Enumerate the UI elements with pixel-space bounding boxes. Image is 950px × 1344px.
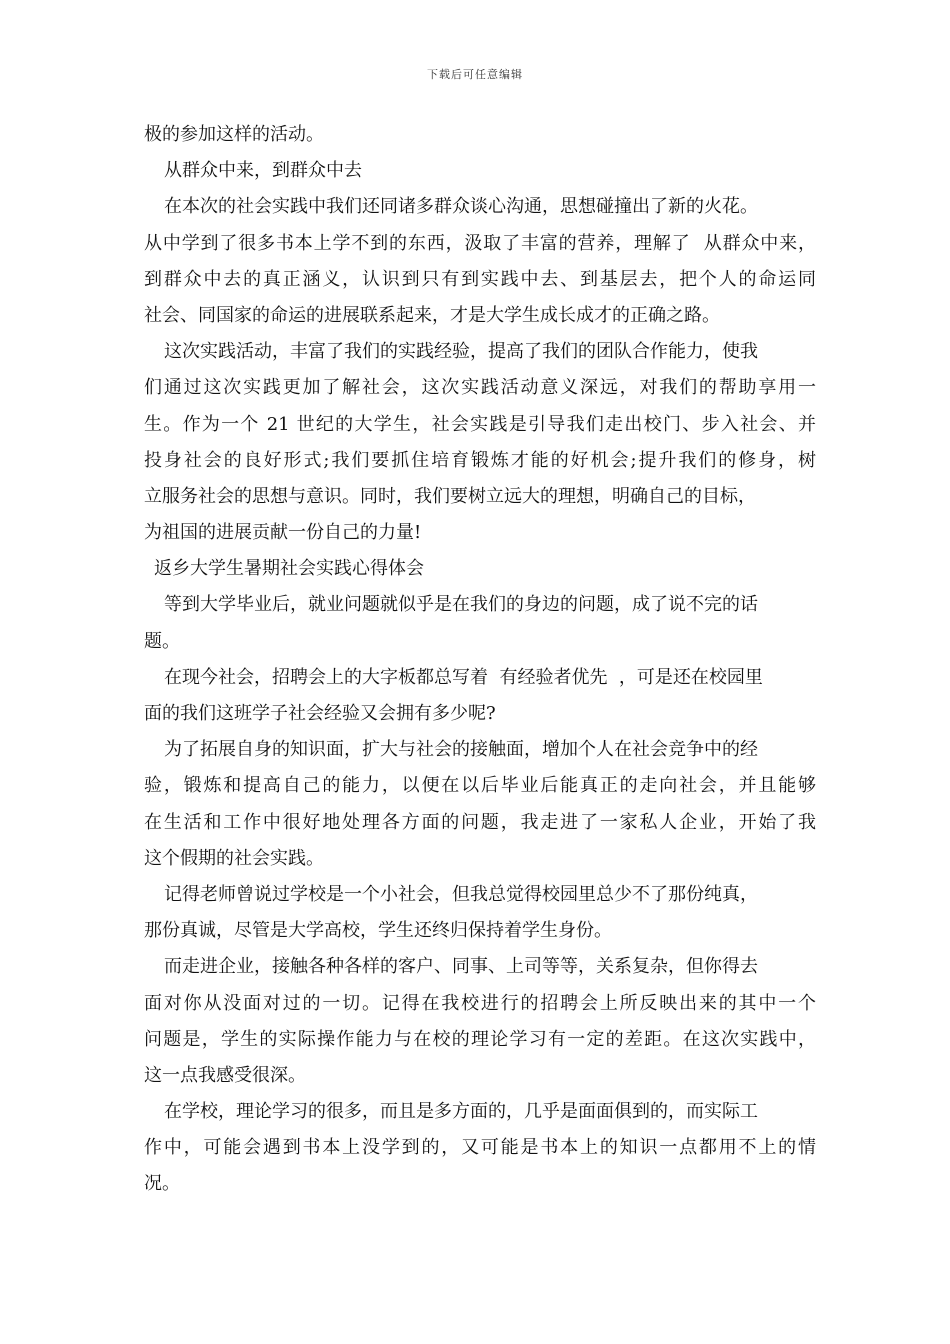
text-line: 作中，可能会遇到书本上没学到的，又可能是书本上的知识一点都用不上的情: [144, 1137, 816, 1159]
text-line: 从中学到了很多书本上学不到的东西，汲取了丰富的营养，理解了 从群众中来，: [144, 232, 816, 254]
text-line: 到群众中去的真正涵义，认识到只有到实践中去、到基层去，把个人的命运同: [144, 268, 816, 290]
text-line: 这个假期的社会实践。: [144, 847, 324, 869]
text-line: 验，锻炼和提高自己的能力，以便在以后毕业后能真正的走向社会，并且能够: [144, 775, 816, 797]
text-line: 这次实践活动，丰富了我们的实践经验，提高了我们的团队合作能力，使我: [164, 341, 758, 363]
text-line: 们通过这次实践更加了解社会，这次实践活动意义深远，对我们的帮助享用一: [144, 377, 816, 399]
text-line: 这一点我感受很深。: [144, 1064, 306, 1086]
text-line: 等到大学毕业后，就业问题就似乎是在我们的身边的问题，成了说不完的话: [164, 594, 758, 616]
document-body: [144, 117, 816, 1203]
text-line: 从群众中来，到群众中去: [164, 160, 362, 182]
section-heading: 返乡大学生暑期社会实践心得体会: [154, 558, 424, 580]
text-line: 面的我们这班学子社会经验又会拥有多少呢?: [144, 703, 496, 724]
text-line: 投身社会的良好形式;我们要抓住培育锻炼才能的好机会;提升我们的修身，树: [144, 449, 816, 471]
text-line: 记得老师曾说过学校是一个小社会，但我总觉得校园里总少不了那份纯真，: [164, 883, 758, 905]
text-line: 为祖国的进展贡献一份自己的力量!: [144, 522, 422, 544]
text-line: 生。作为一个 21 世纪的大学生，社会实践是引导我们走出校门、步入社会、并: [144, 413, 816, 435]
text-line: 立服务社会的思想与意识。同时，我们要树立远大的理想，明确自己的目标，: [144, 485, 756, 507]
text-line: 为了拓展自身的知识面，扩大与社会的接触面，增加个人在社会竞争中的经: [164, 739, 758, 761]
text-line: 题。: [144, 630, 180, 652]
text-line: 面对你从没面对过的一切。记得在我校进行的招聘会上所反映出来的其中一个: [144, 992, 816, 1014]
text-line: 在现今社会，招聘会上的大字板都总写着 有经验者优先 ，可是还在校园里: [164, 666, 763, 688]
text-line: 而走进企业，接触各种各样的客户、同事、上司等等，关系复杂，但你得去: [164, 956, 758, 978]
text-line: 在学校，理论学习的很多，而且是多方面的，几乎是面面俱到的，而实际工: [164, 1101, 758, 1123]
text-line: 社会、同国家的命运的进展联系起来，才是大学生成长成才的正确之路。: [144, 304, 720, 326]
text-line: 在本次的社会实践中我们还同诸多群众谈心沟通，思想碰撞出了新的火花。: [164, 196, 758, 218]
text-line: 极的参加这样的活动。: [144, 124, 324, 145]
text-line: 在生活和工作中很好地处理各方面的问题，我走进了一家私人企业，开始了我: [144, 811, 816, 833]
text-line: 那份真诚，尽管是大学高校，学生还终归保持着学生身份。: [144, 920, 612, 942]
text-line: 问题是，学生的实际操作能力与在校的理论学习有一定的差距。在这次实践中，: [144, 1028, 816, 1050]
page-header: 下载后可任意编辑: [427, 68, 523, 81]
text-line: 况。: [144, 1173, 180, 1195]
